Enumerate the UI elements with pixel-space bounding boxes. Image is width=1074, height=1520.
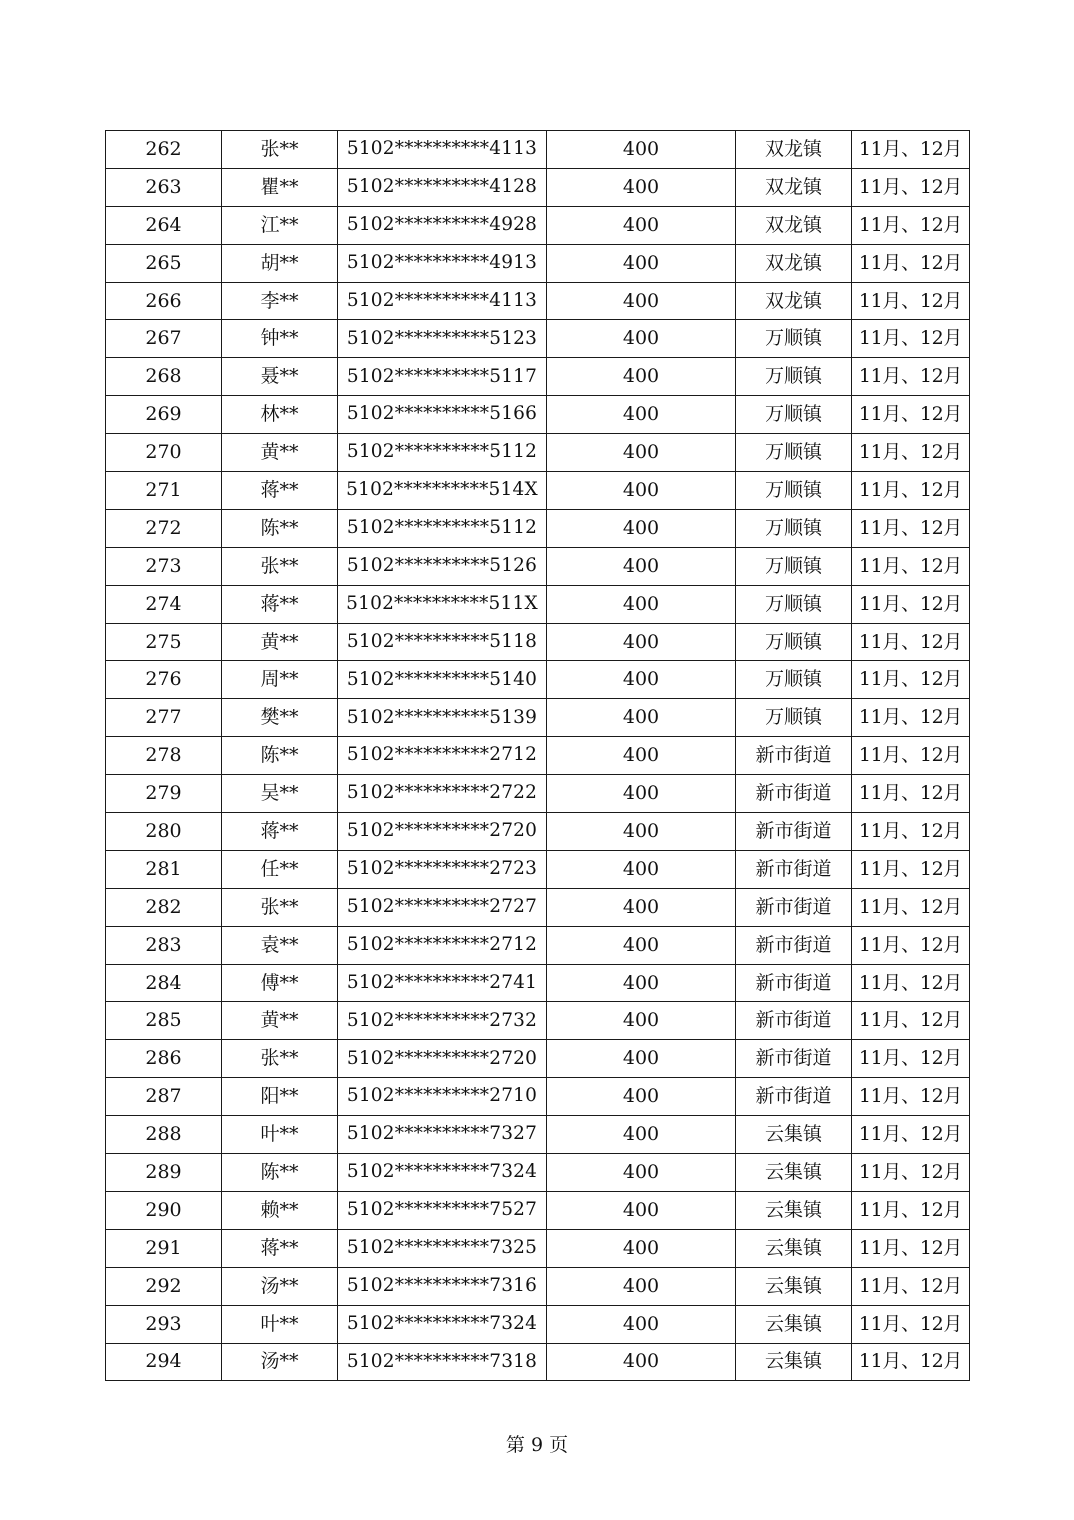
name-cell: 任** xyxy=(222,850,338,888)
id-number-cell: 5102**********4928 xyxy=(338,206,547,244)
name-cell: 樊** xyxy=(222,699,338,737)
months-cell: 11月、12月 xyxy=(852,1305,970,1343)
name-cell: 张** xyxy=(222,547,338,585)
amount-cell: 400 xyxy=(547,168,736,206)
id-number-cell: 5102**********7324 xyxy=(338,1154,547,1192)
row-number-cell: 293 xyxy=(106,1305,222,1343)
table-row xyxy=(106,434,970,472)
town-cell: 新市街道 xyxy=(736,737,852,775)
row-number-cell: 287 xyxy=(106,1078,222,1116)
months-cell: 11月、12月 xyxy=(852,1116,970,1154)
months-cell: 11月、12月 xyxy=(852,509,970,547)
id-number-cell: 5102**********2723 xyxy=(338,850,547,888)
name-cell: 阳** xyxy=(222,1078,338,1116)
table-row xyxy=(106,547,970,585)
town-cell: 云集镇 xyxy=(736,1343,852,1381)
name-cell: 陈** xyxy=(222,1154,338,1192)
row-number-cell: 274 xyxy=(106,585,222,623)
name-cell: 陈** xyxy=(222,509,338,547)
amount-cell: 400 xyxy=(547,661,736,699)
row-number-cell: 286 xyxy=(106,1040,222,1078)
months-cell: 11月、12月 xyxy=(852,1267,970,1305)
id-number-cell: 5102**********2727 xyxy=(338,888,547,926)
name-cell: 赖** xyxy=(222,1191,338,1229)
town-cell: 新市街道 xyxy=(736,926,852,964)
table-row xyxy=(106,623,970,661)
id-number-cell: 5102**********5112 xyxy=(338,434,547,472)
name-cell: 汤** xyxy=(222,1343,338,1381)
town-cell: 双龙镇 xyxy=(736,244,852,282)
row-number-cell: 271 xyxy=(106,472,222,510)
town-cell: 双龙镇 xyxy=(736,206,852,244)
months-cell: 11月、12月 xyxy=(852,1002,970,1040)
months-cell: 11月、12月 xyxy=(852,1154,970,1192)
amount-cell: 400 xyxy=(547,434,736,472)
row-number-cell: 265 xyxy=(106,244,222,282)
town-cell: 万顺镇 xyxy=(736,320,852,358)
name-cell: 汤** xyxy=(222,1267,338,1305)
row-number-cell: 290 xyxy=(106,1191,222,1229)
months-cell: 11月、12月 xyxy=(852,1078,970,1116)
name-cell: 袁** xyxy=(222,926,338,964)
amount-cell: 400 xyxy=(547,206,736,244)
months-cell: 11月、12月 xyxy=(852,320,970,358)
table-row xyxy=(106,320,970,358)
table-row xyxy=(106,1305,970,1343)
table-row xyxy=(106,926,970,964)
town-cell: 新市街道 xyxy=(736,888,852,926)
id-number-cell: 5102**********2741 xyxy=(338,964,547,1002)
id-number-cell: 5102**********4113 xyxy=(338,282,547,320)
table-row xyxy=(106,964,970,1002)
amount-cell: 400 xyxy=(547,964,736,1002)
id-number-cell: 5102**********7316 xyxy=(338,1267,547,1305)
table-row xyxy=(106,850,970,888)
table-row xyxy=(106,396,970,434)
row-number-cell: 277 xyxy=(106,699,222,737)
id-number-cell: 5102**********5112 xyxy=(338,509,547,547)
name-cell: 蒋** xyxy=(222,813,338,851)
row-number-cell: 288 xyxy=(106,1116,222,1154)
amount-cell: 400 xyxy=(547,509,736,547)
town-cell: 云集镇 xyxy=(736,1116,852,1154)
name-cell: 瞿** xyxy=(222,168,338,206)
table-row xyxy=(106,1078,970,1116)
town-cell: 万顺镇 xyxy=(736,661,852,699)
table-row xyxy=(106,585,970,623)
row-number-cell: 278 xyxy=(106,737,222,775)
amount-cell: 400 xyxy=(547,358,736,396)
amount-cell: 400 xyxy=(547,775,736,813)
town-cell: 云集镇 xyxy=(736,1305,852,1343)
amount-cell: 400 xyxy=(547,699,736,737)
town-cell: 新市街道 xyxy=(736,1040,852,1078)
table-row xyxy=(106,358,970,396)
months-cell: 11月、12月 xyxy=(852,396,970,434)
name-cell: 钟** xyxy=(222,320,338,358)
town-cell: 云集镇 xyxy=(736,1191,852,1229)
town-cell: 万顺镇 xyxy=(736,585,852,623)
id-number-cell: 5102**********2720 xyxy=(338,813,547,851)
row-number-cell: 281 xyxy=(106,850,222,888)
row-number-cell: 285 xyxy=(106,1002,222,1040)
id-number-cell: 5102**********5117 xyxy=(338,358,547,396)
id-number-cell: 5102**********7318 xyxy=(338,1343,547,1381)
town-cell: 云集镇 xyxy=(736,1154,852,1192)
amount-cell: 400 xyxy=(547,1154,736,1192)
id-number-cell: 5102**********5139 xyxy=(338,699,547,737)
amount-cell: 400 xyxy=(547,244,736,282)
months-cell: 11月、12月 xyxy=(852,244,970,282)
id-number-cell: 5102**********2712 xyxy=(338,926,547,964)
amount-cell: 400 xyxy=(547,472,736,510)
subsidy-table-container xyxy=(105,130,970,1381)
row-number-cell: 270 xyxy=(106,434,222,472)
town-cell: 新市街道 xyxy=(736,964,852,1002)
town-cell: 万顺镇 xyxy=(736,472,852,510)
id-number-cell: 5102**********2722 xyxy=(338,775,547,813)
name-cell: 吴** xyxy=(222,775,338,813)
months-cell: 11月、12月 xyxy=(852,964,970,1002)
row-number-cell: 279 xyxy=(106,775,222,813)
town-cell: 万顺镇 xyxy=(736,396,852,434)
amount-cell: 400 xyxy=(547,926,736,964)
months-cell: 11月、12月 xyxy=(852,547,970,585)
amount-cell: 400 xyxy=(547,547,736,585)
amount-cell: 400 xyxy=(547,813,736,851)
row-number-cell: 275 xyxy=(106,623,222,661)
amount-cell: 400 xyxy=(547,282,736,320)
row-number-cell: 284 xyxy=(106,964,222,1002)
table-row xyxy=(106,168,970,206)
table-row xyxy=(106,699,970,737)
table-row xyxy=(106,282,970,320)
row-number-cell: 291 xyxy=(106,1229,222,1267)
table-row xyxy=(106,1040,970,1078)
amount-cell: 400 xyxy=(547,320,736,358)
table-row xyxy=(106,509,970,547)
table-row xyxy=(106,1267,970,1305)
name-cell: 张** xyxy=(222,1040,338,1078)
months-cell: 11月、12月 xyxy=(852,1040,970,1078)
name-cell: 江** xyxy=(222,206,338,244)
id-number-cell: 5102**********5118 xyxy=(338,623,547,661)
subsidy-table xyxy=(105,130,970,1381)
town-cell: 云集镇 xyxy=(736,1267,852,1305)
town-cell: 万顺镇 xyxy=(736,547,852,585)
months-cell: 11月、12月 xyxy=(852,206,970,244)
amount-cell: 400 xyxy=(547,1229,736,1267)
name-cell: 叶** xyxy=(222,1116,338,1154)
town-cell: 双龙镇 xyxy=(736,282,852,320)
id-number-cell: 5102**********7327 xyxy=(338,1116,547,1154)
row-number-cell: 282 xyxy=(106,888,222,926)
id-number-cell: 5102**********4128 xyxy=(338,168,547,206)
name-cell: 傅** xyxy=(222,964,338,1002)
table-row xyxy=(106,737,970,775)
amount-cell: 400 xyxy=(547,1002,736,1040)
town-cell: 双龙镇 xyxy=(736,131,852,169)
name-cell: 陈** xyxy=(222,737,338,775)
id-number-cell: 5102**********511X xyxy=(338,585,547,623)
table-row xyxy=(106,244,970,282)
table-row xyxy=(106,661,970,699)
id-number-cell: 5102**********5140 xyxy=(338,661,547,699)
amount-cell: 400 xyxy=(547,1040,736,1078)
table-row xyxy=(106,1191,970,1229)
months-cell: 11月、12月 xyxy=(852,585,970,623)
months-cell: 11月、12月 xyxy=(852,282,970,320)
id-number-cell: 5102**********2720 xyxy=(338,1040,547,1078)
id-number-cell: 5102**********514X xyxy=(338,472,547,510)
name-cell: 蒋** xyxy=(222,472,338,510)
town-cell: 万顺镇 xyxy=(736,434,852,472)
id-number-cell: 5102**********5166 xyxy=(338,396,547,434)
table-body xyxy=(106,131,970,1381)
months-cell: 11月、12月 xyxy=(852,775,970,813)
months-cell: 11月、12月 xyxy=(852,168,970,206)
amount-cell: 400 xyxy=(547,1267,736,1305)
row-number-cell: 292 xyxy=(106,1267,222,1305)
row-number-cell: 273 xyxy=(106,547,222,585)
amount-cell: 400 xyxy=(547,1191,736,1229)
name-cell: 张** xyxy=(222,131,338,169)
amount-cell: 400 xyxy=(547,850,736,888)
id-number-cell: 5102**********5126 xyxy=(338,547,547,585)
amount-cell: 400 xyxy=(547,1343,736,1381)
name-cell: 聂** xyxy=(222,358,338,396)
name-cell: 张** xyxy=(222,888,338,926)
id-number-cell: 5102**********7324 xyxy=(338,1305,547,1343)
row-number-cell: 283 xyxy=(106,926,222,964)
name-cell: 蒋** xyxy=(222,585,338,623)
name-cell: 黄** xyxy=(222,434,338,472)
id-number-cell: 5102**********7527 xyxy=(338,1191,547,1229)
row-number-cell: 272 xyxy=(106,509,222,547)
table-row xyxy=(106,206,970,244)
row-number-cell: 276 xyxy=(106,661,222,699)
town-cell: 万顺镇 xyxy=(736,623,852,661)
table-row xyxy=(106,1116,970,1154)
name-cell: 李** xyxy=(222,282,338,320)
row-number-cell: 267 xyxy=(106,320,222,358)
table-row xyxy=(106,1229,970,1267)
months-cell: 11月、12月 xyxy=(852,1229,970,1267)
months-cell: 11月、12月 xyxy=(852,434,970,472)
name-cell: 黄** xyxy=(222,623,338,661)
name-cell: 周** xyxy=(222,661,338,699)
name-cell: 胡** xyxy=(222,244,338,282)
name-cell: 蒋** xyxy=(222,1229,338,1267)
amount-cell: 400 xyxy=(547,396,736,434)
months-cell: 11月、12月 xyxy=(852,661,970,699)
table-row xyxy=(106,1343,970,1381)
town-cell: 万顺镇 xyxy=(736,699,852,737)
id-number-cell: 5102**********2710 xyxy=(338,1078,547,1116)
table-row xyxy=(106,1002,970,1040)
months-cell: 11月、12月 xyxy=(852,813,970,851)
months-cell: 11月、12月 xyxy=(852,1343,970,1381)
row-number-cell: 263 xyxy=(106,168,222,206)
months-cell: 11月、12月 xyxy=(852,699,970,737)
amount-cell: 400 xyxy=(547,737,736,775)
name-cell: 黄** xyxy=(222,1002,338,1040)
months-cell: 11月、12月 xyxy=(852,737,970,775)
row-number-cell: 264 xyxy=(106,206,222,244)
months-cell: 11月、12月 xyxy=(852,888,970,926)
amount-cell: 400 xyxy=(547,1116,736,1154)
town-cell: 万顺镇 xyxy=(736,509,852,547)
town-cell: 新市街道 xyxy=(736,1078,852,1116)
table-row xyxy=(106,813,970,851)
town-cell: 云集镇 xyxy=(736,1229,852,1267)
row-number-cell: 280 xyxy=(106,813,222,851)
row-number-cell: 269 xyxy=(106,396,222,434)
town-cell: 新市街道 xyxy=(736,775,852,813)
town-cell: 万顺镇 xyxy=(736,358,852,396)
id-number-cell: 5102**********4913 xyxy=(338,244,547,282)
name-cell: 林** xyxy=(222,396,338,434)
months-cell: 11月、12月 xyxy=(852,926,970,964)
amount-cell: 400 xyxy=(547,623,736,661)
id-number-cell: 5102**********4113 xyxy=(338,131,547,169)
row-number-cell: 289 xyxy=(106,1154,222,1192)
table-row xyxy=(106,1154,970,1192)
town-cell: 新市街道 xyxy=(736,1002,852,1040)
amount-cell: 400 xyxy=(547,888,736,926)
id-number-cell: 5102**********5123 xyxy=(338,320,547,358)
months-cell: 11月、12月 xyxy=(852,472,970,510)
months-cell: 11月、12月 xyxy=(852,1191,970,1229)
page-number: 第 9 页 xyxy=(505,1434,569,1456)
row-number-cell: 294 xyxy=(106,1343,222,1381)
amount-cell: 400 xyxy=(547,585,736,623)
months-cell: 11月、12月 xyxy=(852,623,970,661)
table-row xyxy=(106,775,970,813)
name-cell: 叶** xyxy=(222,1305,338,1343)
row-number-cell: 266 xyxy=(106,282,222,320)
amount-cell: 400 xyxy=(547,1305,736,1343)
table-row xyxy=(106,888,970,926)
row-number-cell: 268 xyxy=(106,358,222,396)
town-cell: 新市街道 xyxy=(736,813,852,851)
amount-cell: 400 xyxy=(547,1078,736,1116)
id-number-cell: 5102**********2732 xyxy=(338,1002,547,1040)
row-number-cell: 262 xyxy=(106,131,222,169)
table-row xyxy=(106,472,970,510)
months-cell: 11月、12月 xyxy=(852,131,970,169)
table-row xyxy=(106,131,970,169)
months-cell: 11月、12月 xyxy=(852,850,970,888)
amount-cell: 400 xyxy=(547,131,736,169)
id-number-cell: 5102**********2712 xyxy=(338,737,547,775)
town-cell: 双龙镇 xyxy=(736,168,852,206)
id-number-cell: 5102**********7325 xyxy=(338,1229,547,1267)
months-cell: 11月、12月 xyxy=(852,358,970,396)
town-cell: 新市街道 xyxy=(736,850,852,888)
